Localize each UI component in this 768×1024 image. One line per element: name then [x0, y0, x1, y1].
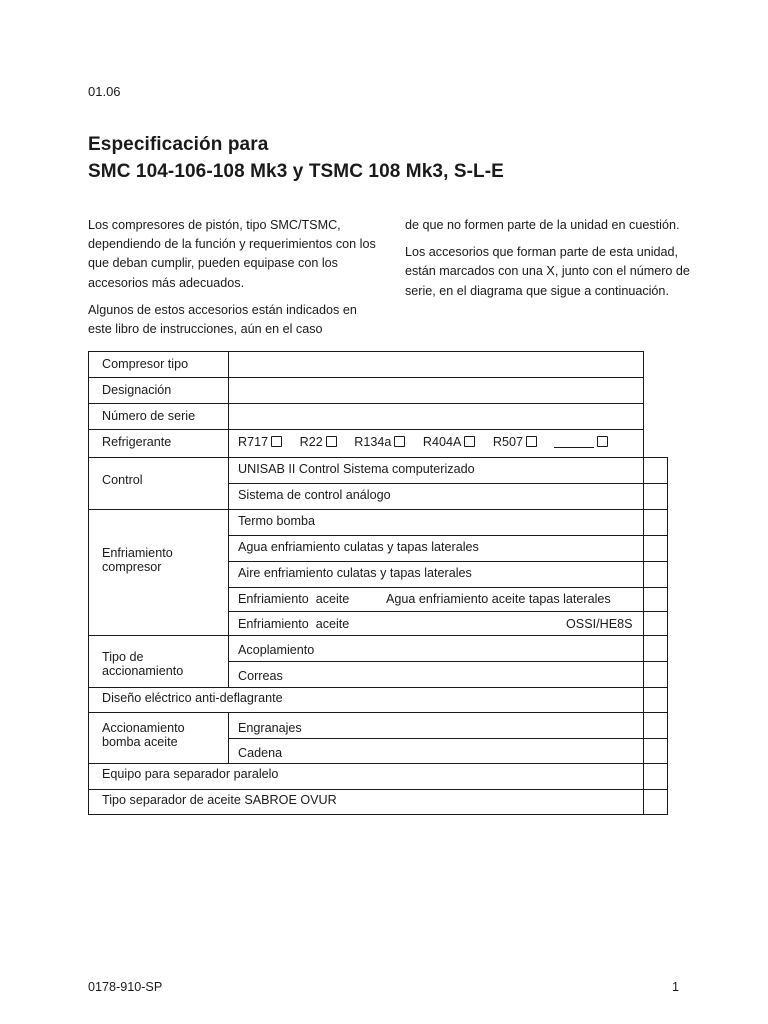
pump-option-cadena: Cadena — [238, 746, 283, 760]
row-label-diseno-electrico: Diseño eléctrico anti-deflagrante — [102, 691, 283, 705]
row-label-enfriamiento: Enfriamiento compresor — [102, 546, 173, 574]
checkbox-icon[interactable] — [271, 436, 282, 447]
checkbox-icon[interactable] — [526, 436, 537, 447]
control-option-analog: Sistema de control análogo — [238, 488, 391, 502]
cooling-option-aceite-label: Enfriamiento aceite — [238, 617, 350, 631]
document-date: 01.06 — [88, 84, 121, 99]
page-title-line-2: SMC 104-106-108 Mk3 y TSMC 108 Mk3, S-L-E — [88, 161, 504, 182]
row-label-designacion: Designación — [102, 383, 172, 397]
blank-line[interactable] — [554, 447, 594, 448]
cooling-option-aire: Aire enfriamiento culatas y tapas laterales — [238, 566, 472, 580]
page-number: 1 — [672, 980, 680, 994]
cooling-option-aceite-label: Enfriamiento aceite — [238, 592, 350, 606]
row-label-equipo-separador: Equipo para separador paralelo — [102, 767, 279, 781]
row-label-refrigerante: Refrigerante — [102, 435, 172, 449]
refrigerant-options — [238, 435, 608, 450]
intro-paragraph: Los accesorios que forman parte de esta unidad, están marcados con una X, junto con el número de serie, en el diagrama que sigue a continuación. — [405, 245, 690, 298]
row-label-compresor-tipo: Compresor tipo — [102, 357, 189, 371]
document-code: 0178-910-SP — [88, 980, 163, 994]
cooling-option-ossi: OSSI/HE8S — [566, 617, 633, 631]
page-title-line-1: Especificación para — [88, 134, 269, 155]
drive-option-correas: Correas — [238, 669, 283, 683]
drive-option-acoplamiento: Acoplamiento — [238, 643, 315, 657]
row-label-accionamiento: Tipo de accionamiento — [102, 650, 184, 678]
intro-right-column — [405, 216, 695, 309]
refrigerant-option: R507 — [493, 435, 537, 450]
cooling-option-aceite-agua: Agua enfriamiento aceite tapas laterales — [386, 592, 611, 606]
row-label-tipo-separador: Tipo separador de aceite SABROE OVUR — [102, 793, 337, 807]
refrigerant-option: R134a — [354, 435, 405, 450]
cooling-option-termo-bomba: Termo bomba — [238, 514, 315, 528]
checkbox-icon[interactable] — [464, 436, 475, 447]
refrigerant-option: R404A — [423, 435, 476, 450]
intro-paragraph: Algunos de estos accesorios están indicados en este libro de instrucciones, aún en el caso — [88, 302, 357, 337]
pump-option-engranajes: Engranajes — [238, 721, 302, 735]
refrigerant-option: R22 — [300, 435, 337, 450]
intro-paragraph: Los compresores de pistón, tipo SMC/TSMC, dependiendo de la función y requerimientos con los que deban cumplir, pueden equipase con los accesorios más adecuados. — [88, 218, 376, 290]
checkbox-icon[interactable] — [326, 436, 337, 447]
checkbox-icon[interactable] — [394, 436, 405, 447]
intro-paragraph: de que no formen parte de la unidad en cuestión. — [405, 218, 680, 232]
row-label-numero-serie: Número de serie — [102, 409, 196, 423]
control-option-unisab: UNISAB II Control Sistema computerizado — [238, 462, 475, 476]
row-label-bomba-aceite: Accionamiento bomba aceite — [102, 721, 185, 749]
checkbox-icon[interactable] — [597, 436, 608, 447]
cooling-option-agua: Agua enfriamiento culatas y tapas laterales — [238, 540, 479, 554]
refrigerant-option: R717 — [238, 435, 282, 450]
intro-left-column — [88, 216, 378, 347]
row-label-control: Control — [102, 473, 143, 487]
refrigerant-other-option — [554, 435, 608, 450]
